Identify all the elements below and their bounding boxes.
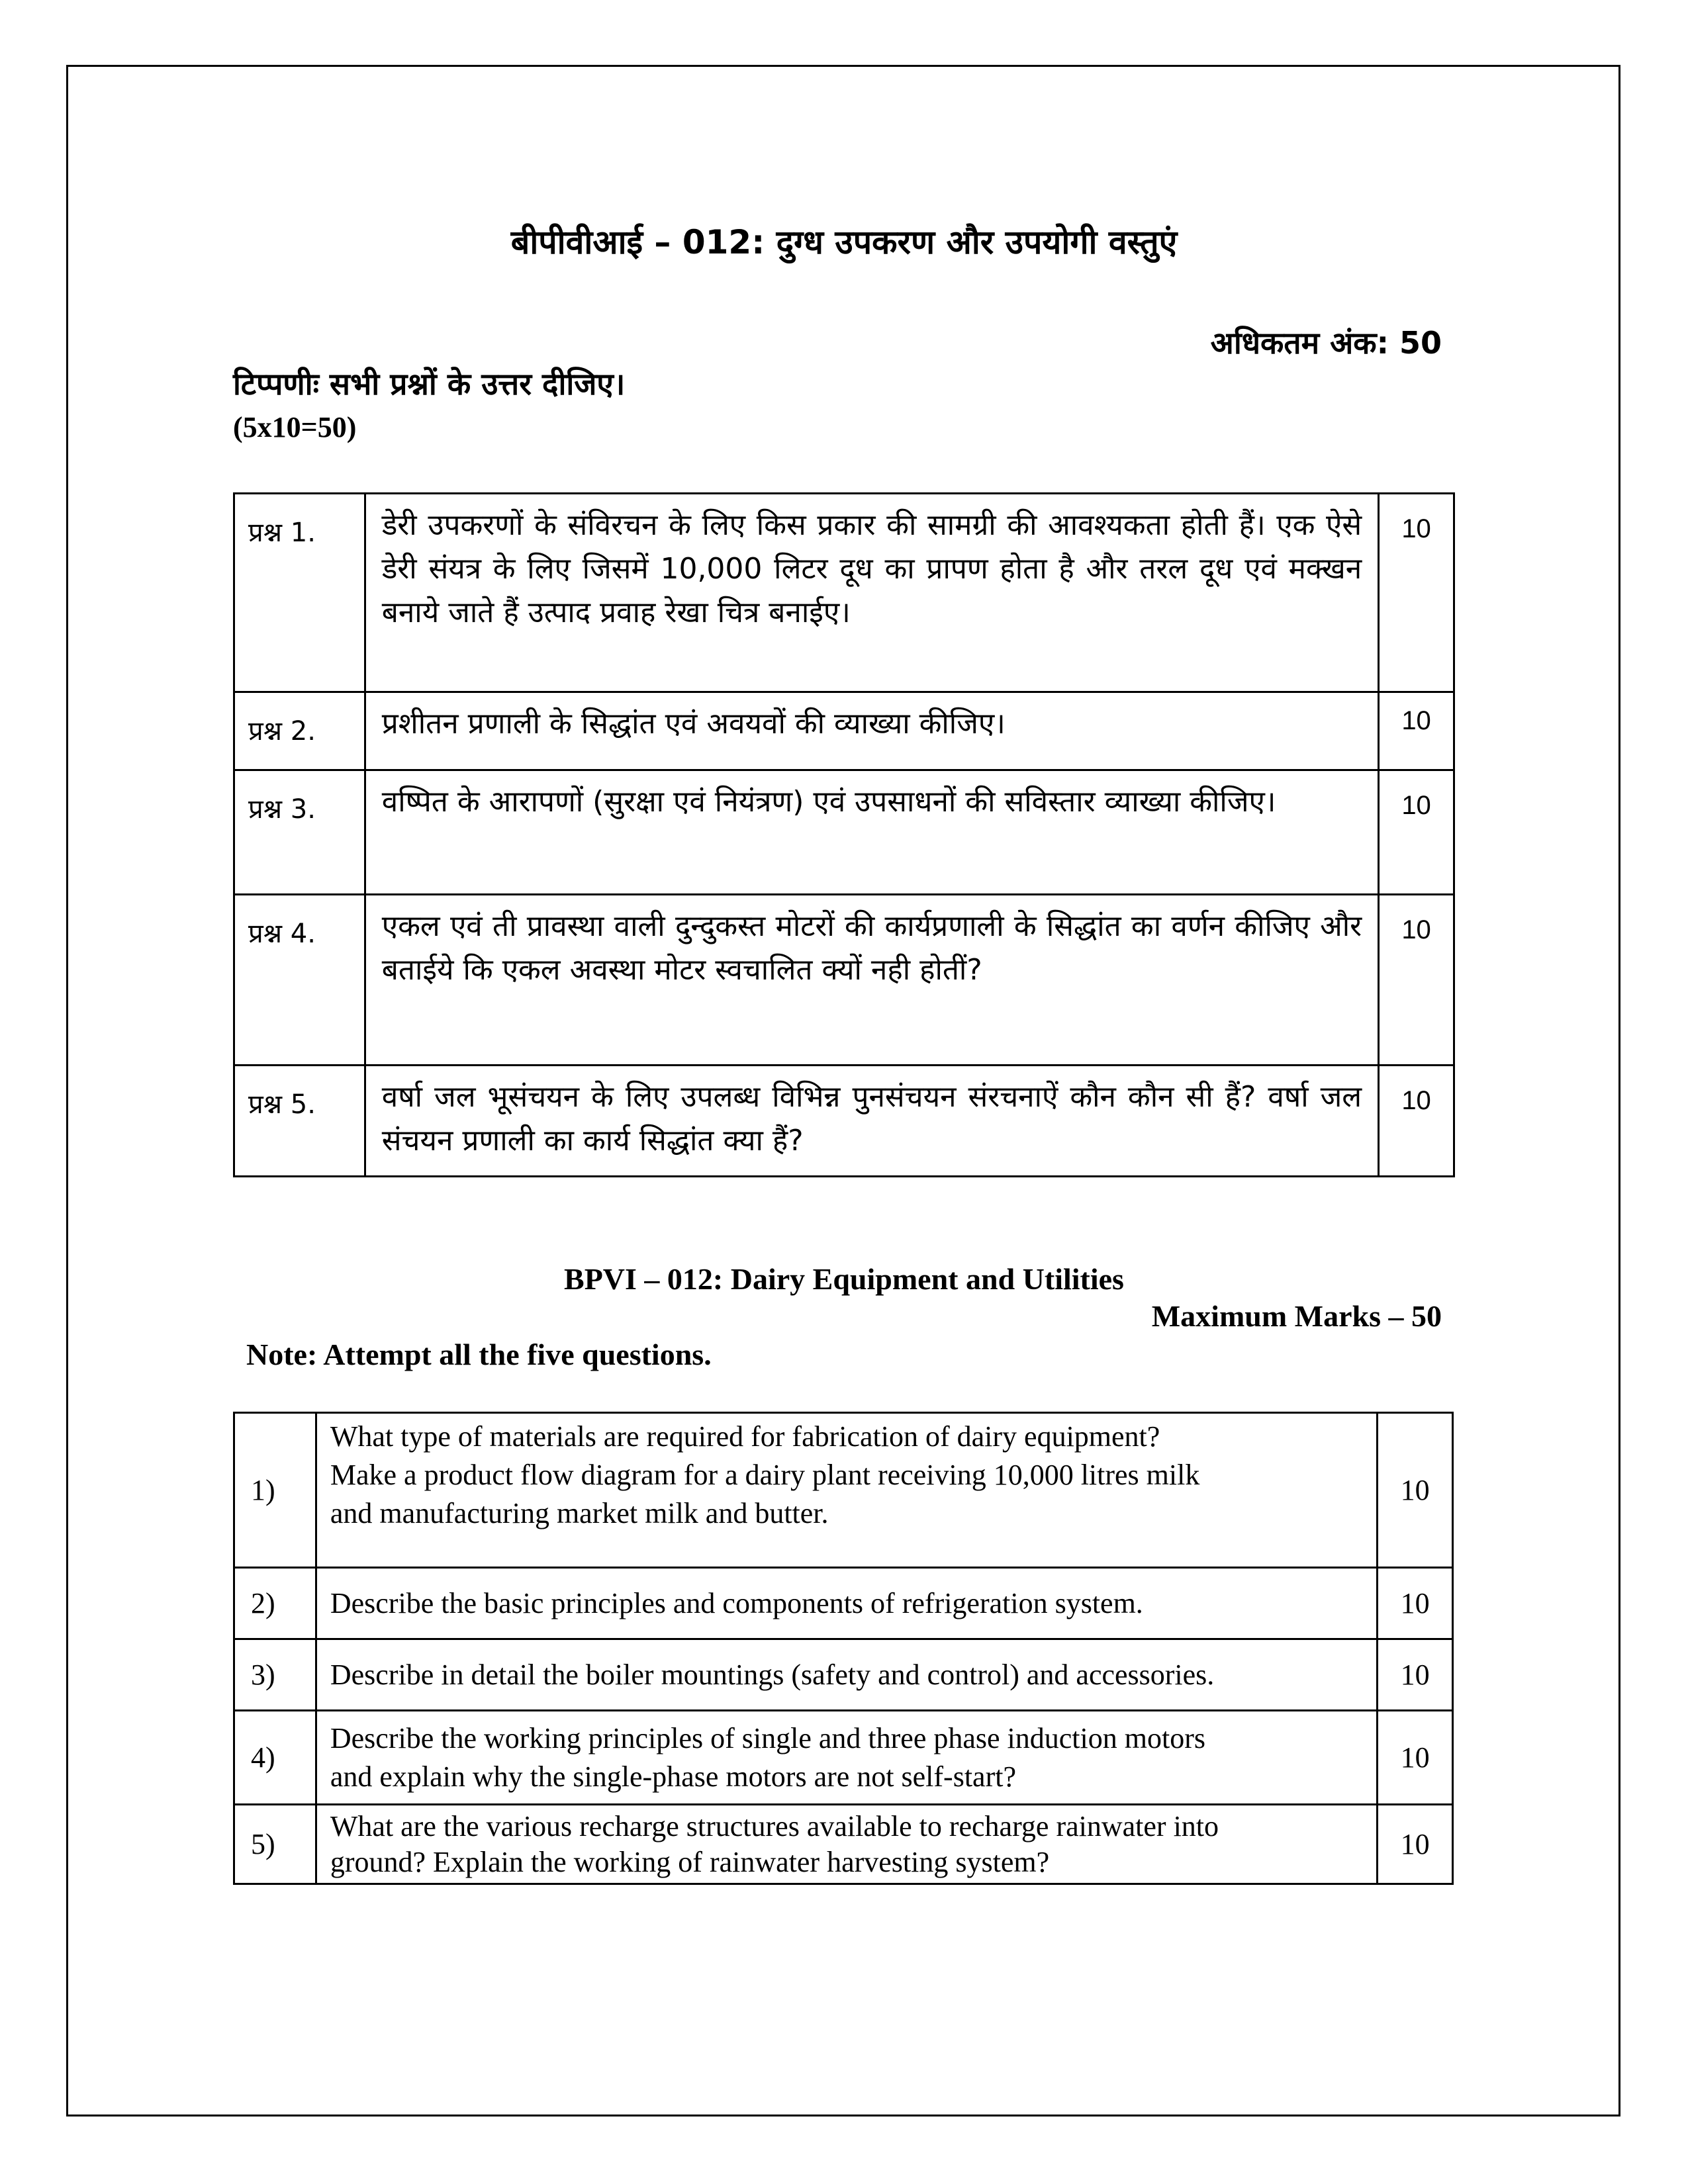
hindi-question-number: प्रश्न 3.	[234, 770, 365, 895]
english-question-text	[316, 1805, 1377, 1884]
english-question-number: 4)	[234, 1711, 316, 1805]
english-note: Note: Attempt all the five questions.	[246, 1338, 712, 1371]
hindi-question-row-4	[234, 895, 1454, 1066]
hindi-question-text: वष्पित के आरापणों (सुरक्षा एवं नियंत्रण) एवं उपसाधनों की सविस्तार व्याख्या कीजिए।	[365, 770, 1378, 895]
english-question-line: Describe the working principles of single and three phase induction motors	[330, 1721, 1205, 1754]
english-question-text	[316, 1711, 1377, 1805]
hindi-question-number: प्रश्न 1.	[234, 494, 365, 692]
english-question-table	[233, 1412, 1454, 1885]
hindi-question-number: प्रश्न 2.	[234, 692, 365, 770]
english-question-number: 1)	[234, 1413, 316, 1568]
hindi-max-marks: अधिकतम अंक: 50	[1210, 325, 1442, 361]
english-question-row-1	[234, 1413, 1453, 1568]
english-question-line: Describe in detail the boiler mountings (safety and control) and accessories.	[330, 1658, 1215, 1691]
english-question-row-2	[234, 1568, 1453, 1639]
hindi-question-marks: 10	[1379, 692, 1454, 770]
english-question-line: What type of materials are required for fabrication of dairy equipment?	[330, 1420, 1160, 1453]
hindi-question-text: एकल एवं ती प्रावस्था वाली दुन्दुकस्त मोटरों की कार्यप्रणाली के सिद्धांत का वर्णन कीजिए और बताईये कि एकल अवस्था मोटर स्वचालित क्यों नही होतीं?	[365, 895, 1378, 1066]
english-question-row-3	[234, 1639, 1453, 1711]
english-question-line: ground? Explain the working of rainwater harvesting system?	[330, 1845, 1050, 1878]
hindi-question-row-2	[234, 692, 1454, 770]
hindi-question-marks: 10	[1379, 770, 1454, 895]
hindi-question-marks: 10	[1379, 1066, 1454, 1177]
hindi-question-text: प्रशीतन प्रणाली के सिद्धांत एवं अवयवों की व्याख्या कीजिए।	[365, 692, 1378, 770]
english-title: BPVI – 012: Dairy Equipment and Utilities	[564, 1262, 1124, 1296]
english-question-number: 5)	[234, 1805, 316, 1884]
hindi-question-marks: 10	[1379, 494, 1454, 692]
english-question-marks: 10	[1378, 1413, 1453, 1568]
english-question-number: 2)	[234, 1568, 316, 1639]
english-question-line: Describe the basic principles and components of refrigeration system.	[330, 1586, 1143, 1619]
english-question-row-5	[234, 1805, 1453, 1884]
hindi-note: टिप्पणीः सभी प्रश्नों के उत्तर दीजिए।	[233, 366, 626, 402]
hindi-marks-scheme: (5x10=50)	[233, 411, 357, 443]
hindi-question-text: वर्षा जल भूसंचयन के लिए उपलब्ध विभिन्न पुनसंचयन संरचनाऐं कौन कौन सी हैं? वर्षा जल संचयन प्रणाली का कार्य सिद्धांत क्या हैं?	[365, 1066, 1378, 1177]
english-question-row-4	[234, 1711, 1453, 1805]
english-question-text	[316, 1639, 1377, 1711]
english-question-text	[316, 1568, 1377, 1639]
english-question-number: 3)	[234, 1639, 316, 1711]
hindi-question-row-1	[234, 494, 1454, 692]
english-max-marks: Maximum Marks – 50	[1151, 1299, 1442, 1333]
english-question-marks: 10	[1378, 1805, 1453, 1884]
hindi-question-row-3	[234, 770, 1454, 895]
english-question-marks: 10	[1378, 1568, 1453, 1639]
hindi-question-marks: 10	[1379, 895, 1454, 1066]
hindi-question-table	[233, 492, 1455, 1177]
english-question-marks: 10	[1378, 1639, 1453, 1711]
english-question-text	[316, 1413, 1377, 1568]
hindi-question-number: प्रश्न 5.	[234, 1066, 365, 1177]
english-question-marks: 10	[1378, 1711, 1453, 1805]
english-question-line: and manufacturing market milk and butter.	[330, 1497, 829, 1529]
hindi-title: बीपीवीआई – 012: दुग्ध उपकरण और उपयोगी वस्तुएं	[510, 223, 1178, 261]
hindi-question-row-5	[234, 1066, 1454, 1177]
english-question-line: and explain why the single-phase motors are not self-start?	[330, 1760, 1016, 1793]
hindi-question-number: प्रश्न 4.	[234, 895, 365, 1066]
hindi-question-text: डेरी उपकरणों के संविरचन के लिए किस प्रकार की सामग्री की आवश्यकता होती हैं। एक ऐसे डेरी संयत्र के लिए जिसमें 10,000 लिटर दूध का प्रापण होता है और तरल दूध एवं मक्खन बनाये जाते हैं उत्पाद प्रवाह रेखा चित्र बनाईए।	[365, 494, 1378, 692]
english-question-line: Make a product flow diagram for a dairy plant receiving 10,000 litres milk	[330, 1459, 1200, 1491]
english-question-line: What are the various recharge structures available to recharge rainwater into	[330, 1809, 1219, 1843]
